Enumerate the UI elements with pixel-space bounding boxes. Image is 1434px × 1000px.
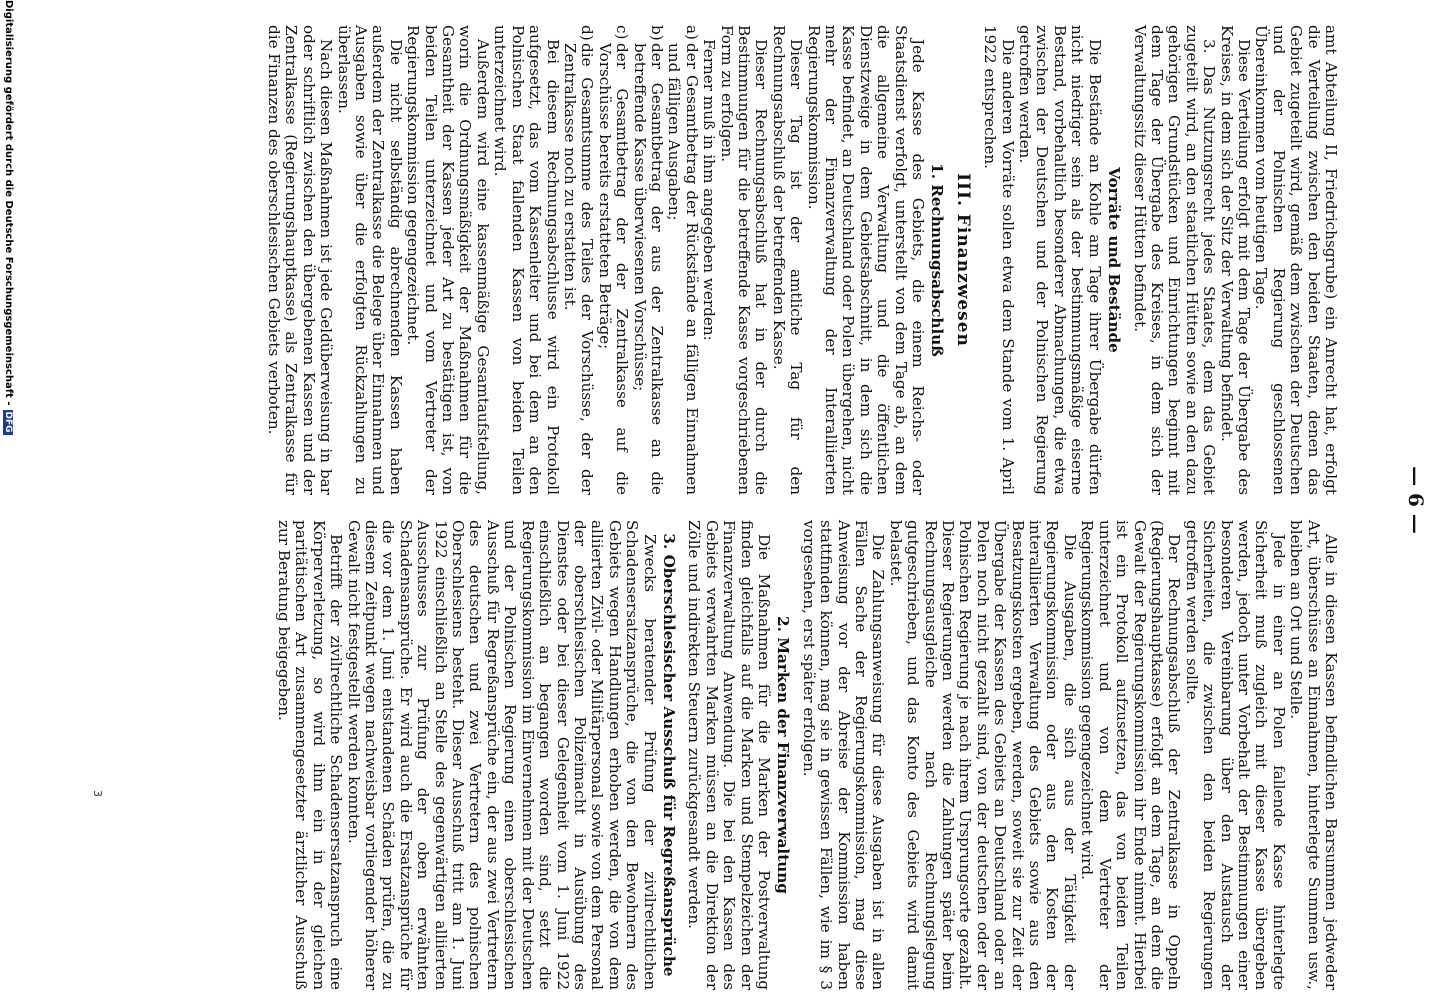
text-column-right	[275, 520, 1339, 990]
list-item-text: der Gesamtbetrag der Rückstände an fälligen Einnahmen und fälligen Ausgaben;	[665, 43, 701, 495]
subheading-marken: 2. Marken der Finanzverwaltung	[774, 616, 793, 894]
list-item-text: die Gesamtsumme des Teiles der Vorschüsse, der der Zentralkasse noch zu erstatten ist.	[560, 43, 597, 495]
list-marker: c)	[613, 25, 632, 40]
list-marker: b)	[647, 25, 666, 41]
paragraph: Die anderen Vorräte sollen etwa dem Stande vom 1. April 1922 entsprechen.	[981, 25, 1017, 495]
paragraph: Die Ausgaben, die sich aus der Tätigkeit der Regierungskommission oder aus den Kosten der interalliierten Verwaltung des Gebiets sowie aus den Besatzungskosten ergeben, werden, soweit sie zur Zeit der Übergabe der Kassen des Gebiets an Deutschland oder an Polen noch nicht gezahlt sind, von der deutschen oder der Polnischen Regierung je nach ihrem Ursprungsorte gezahlt. Dieser Regierungen werden die Zahlungen später beim Rechnungsausgleiche nach Rechnungslegung gutgeschrieben, und das Konto des Gebiets wird damit belastet.	[886, 520, 1079, 990]
subheading-vorraete: Vorräte und Bestände	[1105, 167, 1124, 353]
paragraph: Dieser Tag ist der amtliche Tag für den Rechnungsabschluß der betreffenden Kasse.	[769, 25, 806, 495]
paragraph: Jede Kasse des Gebiets, die einem Reichs- oder Staatsdienst verfolgt, unterstellt von dem Tage ab, an dem die allgemeine Verwaltung und die öffentlichen Dienstzweige in dem Gebietsabschnitt, in dem sich die Kasse befindet, an Deutschland oder Polen übergehen, nicht mehr der Finanzverwaltung der Interalliierten Regierungskommission.	[804, 25, 928, 495]
text-column-left	[265, 25, 1339, 495]
list-item-text: der Gesamtbetrag der der Zentralkasse auf die Vorschüsse bereits erstatteten Beträge;	[595, 43, 632, 495]
paragraph: Bei diesem Rechnungsabschlusse wird ein Protokoll aufgesetzt, das vom Kassenleiter und bei dem an den Polnischen Staat fallenden Kassen von beiden Teilen unterzeichnet wird.	[491, 25, 562, 495]
list-item	[630, 25, 665, 495]
page-number-header: — 6 —	[1404, 466, 1428, 534]
paragraph: Zwecks beratender Prüfung der zivilrechtlichen Schadensersatzansprüche, die von den Bewohnern des Gebiets wegen Handlungen erhoben werden, die von dem alliierten Zivil- oder Militärpersonal sowie von dem Personal der oberschlesischen Polizeimacht in Ausübung des Dienstes oder bei dieser Gelegenheit vom 1. Juni 1922 einschließlich an begangen worden sind, setzt die Regierungskommission im Einvernehmen mit der Deutschen und der Polnischen Regierung einen oberschlesischen Ausschuß für Regreßansprüche ein, der aus zwei Vertretern des deutschen und zwei Vertretern des polnischen Oberschlesiens besteht. Dieser Ausschuß tritt am 1. Juni 1922 einschließlich an Stelle des gegenwärtigen alliierten Ausschusses zur Prüfung der oben erwähnten Schadensansprüche. Er wird auch die Ersatzansprüche für die vor dem 1. Juni entstandenen Schäden prüfen, die zu diesem Zeitpunkt wegen nachweisbar vorliegender höherer Gewalt nicht festgestellt werden konnten.	[344, 520, 659, 990]
paragraph: Die Bestände an Kohle am Tage ihrer Übergabe dürfen nicht niedriger sein als der bestimmungsmäßige eiserne Bestand, vorbehaltlich besonderer Abmachungen, die etwa zwischen der Deutschen und der Polnischen Regierung getroffen werden.	[1016, 25, 1104, 495]
paragraph: Der Rechnungsabschluß der Zentralkasse in Oppeln (Regierungshauptkasse) erfolgt an dem Tage, an dem die Gewalt der Regierungskommission ihr Ende nimmt. Hierbei ist ein Protokoll aufzusetzen, das von beiden Teilen unterzeichnet und von dem Vertreter der Regierungskommission gegengezeichnet wird.	[1078, 520, 1184, 990]
paragraph: Jede in einer an Polen fallende Kasse hinterlegte Sicherheit muß zugleich mit dieser Kasse übergeben werden, jedoch unter Vorbehalt der Bestimmungen einer besonderen Vereinbarung über den Austausch der Sicherheiten, die zwischen den beiden Regierungen getroffen werden sollte.	[1182, 520, 1288, 990]
dfg-logo-icon: DFG	[3, 411, 13, 433]
paragraph: amt Abteilung II, Friedrichsgrube) ein Anrecht hat, erfolgt die Verteilung zwischen den beiden Staaten, denen das Gebiet zugeteilt wird, gemäß dem zwischen der Deutschen und der Polnischen Regierung geschlossenen Übereinkommen vom heutigen Tage.	[1252, 25, 1340, 495]
subheading-ausschuss: 3. Oberschlesischer Ausschuß für Regreßansprüche	[659, 533, 678, 977]
paragraph: 3. Das Nutzungsrecht jedes Staates, dem das Gebiet zugeteilt wird, an den staatlichen Hütten sowie an den dazu gehörigen Grundstücken und Einrichtungen beginnt mit dem Tage der Übergabe des Kreises, in dem sich der Verwaltungssitz dieser Hütten befindet.	[1130, 25, 1219, 495]
paragraph: Die Zahlungsanweisung für diese Ausgaben ist in allen Fällen Sache der Regierungskommission, mag diese Anweisung vor der Abreise der Kommission haben stattfinden können, mag sie in gewissen Fällen, wie im § 3 vorgesehen, erst später erfolgen.	[799, 520, 888, 990]
paragraph: Diese Verteilung erfolgt mit dem Tage der Übergabe des Kreises, in dem sich der Sitz der Verwaltung befindet.	[1217, 25, 1253, 495]
footer-text: Digitalisierung gefördert durch die Deutsche Forschungsgemeinschaft -	[3, 0, 14, 406]
paragraph: Außerdem wird eine kassenmäßige Gesamtaufstellung, worin die Ordnungsmäßigkeit der Maßnahmen für die Gesamtheit der Kassen jeder Art zu bestätigen ist, von beiden Teilen unterzeichnet und vom Vertreter der Regierungskommission gegengezeichnet.	[404, 25, 492, 495]
list-item	[561, 25, 596, 495]
digitization-footer	[3, 0, 14, 1000]
list-item	[595, 25, 630, 495]
list-item-text: der Gesamtbetrag der aus der Zentralkasse an die betreffende Kasse überwiesenen Vorschüsse;	[630, 43, 666, 495]
paragraph: Ferner muß in ihm angegeben werden:	[700, 39, 719, 341]
paragraph: Die nicht selbständig abrechnenden Kassen haben außerdem der Zentralkasse die Belege über Einnahmen und Ausgaben sowie über die erfolgten Rückzahlungen zu überlassen.	[334, 25, 405, 495]
subheading-rechnungsabschluss: 1. Rechnungsabschluß	[928, 163, 947, 357]
section-heading-finanzwesen: III. Finanzwesen	[952, 173, 973, 347]
paragraph: Betrifft der zivilrechtliche Schadensersatzanspruch eine Körperverletzung, so wird ihm ein in der gleichen paritätischen Art zusammengesetzter ärztlicher Ausschuß zur Beratung beigegeben.	[275, 520, 346, 990]
scan-page-number: 3	[91, 790, 104, 797]
paragraph: Die Maßnahmen für die Marken der Postverwaltung finden gleichfalls auf die Marken und Stempelzeichen der Finanzverwaltung Anwendung. Die bei den Kassen des Gebiets verwahrten Marken müssen an die Direktion der Zölle und indirekten Steuern zurückgesandt werden.	[685, 520, 773, 990]
paragraph: Dieser Rechnungsabschluß hat in der durch die Bestimmungen für die betreffende Kasse vorgeschriebenen Form zu erfolgen.	[717, 25, 771, 495]
list-marker: a)	[682, 25, 701, 40]
list-marker: d)	[578, 25, 597, 41]
paragraph: Alle in diesen Kassen befindlichen Barsummen jedweder Art, überschüsse an Einnahmen, hinterlegte Summen usw., bleiben an Ort und Stelle.	[1287, 520, 1340, 990]
paragraph: Nach diesen Maßnahmen ist jede Geldüberweisung in bar oder schriftlich zwischen den übergebenen Kassen und der Zentralkasse (Regierungshauptkasse) als Zentralkasse für die Finanzen des oberschlesischen Gebiets verboten.	[265, 25, 336, 495]
list-item	[665, 25, 700, 495]
